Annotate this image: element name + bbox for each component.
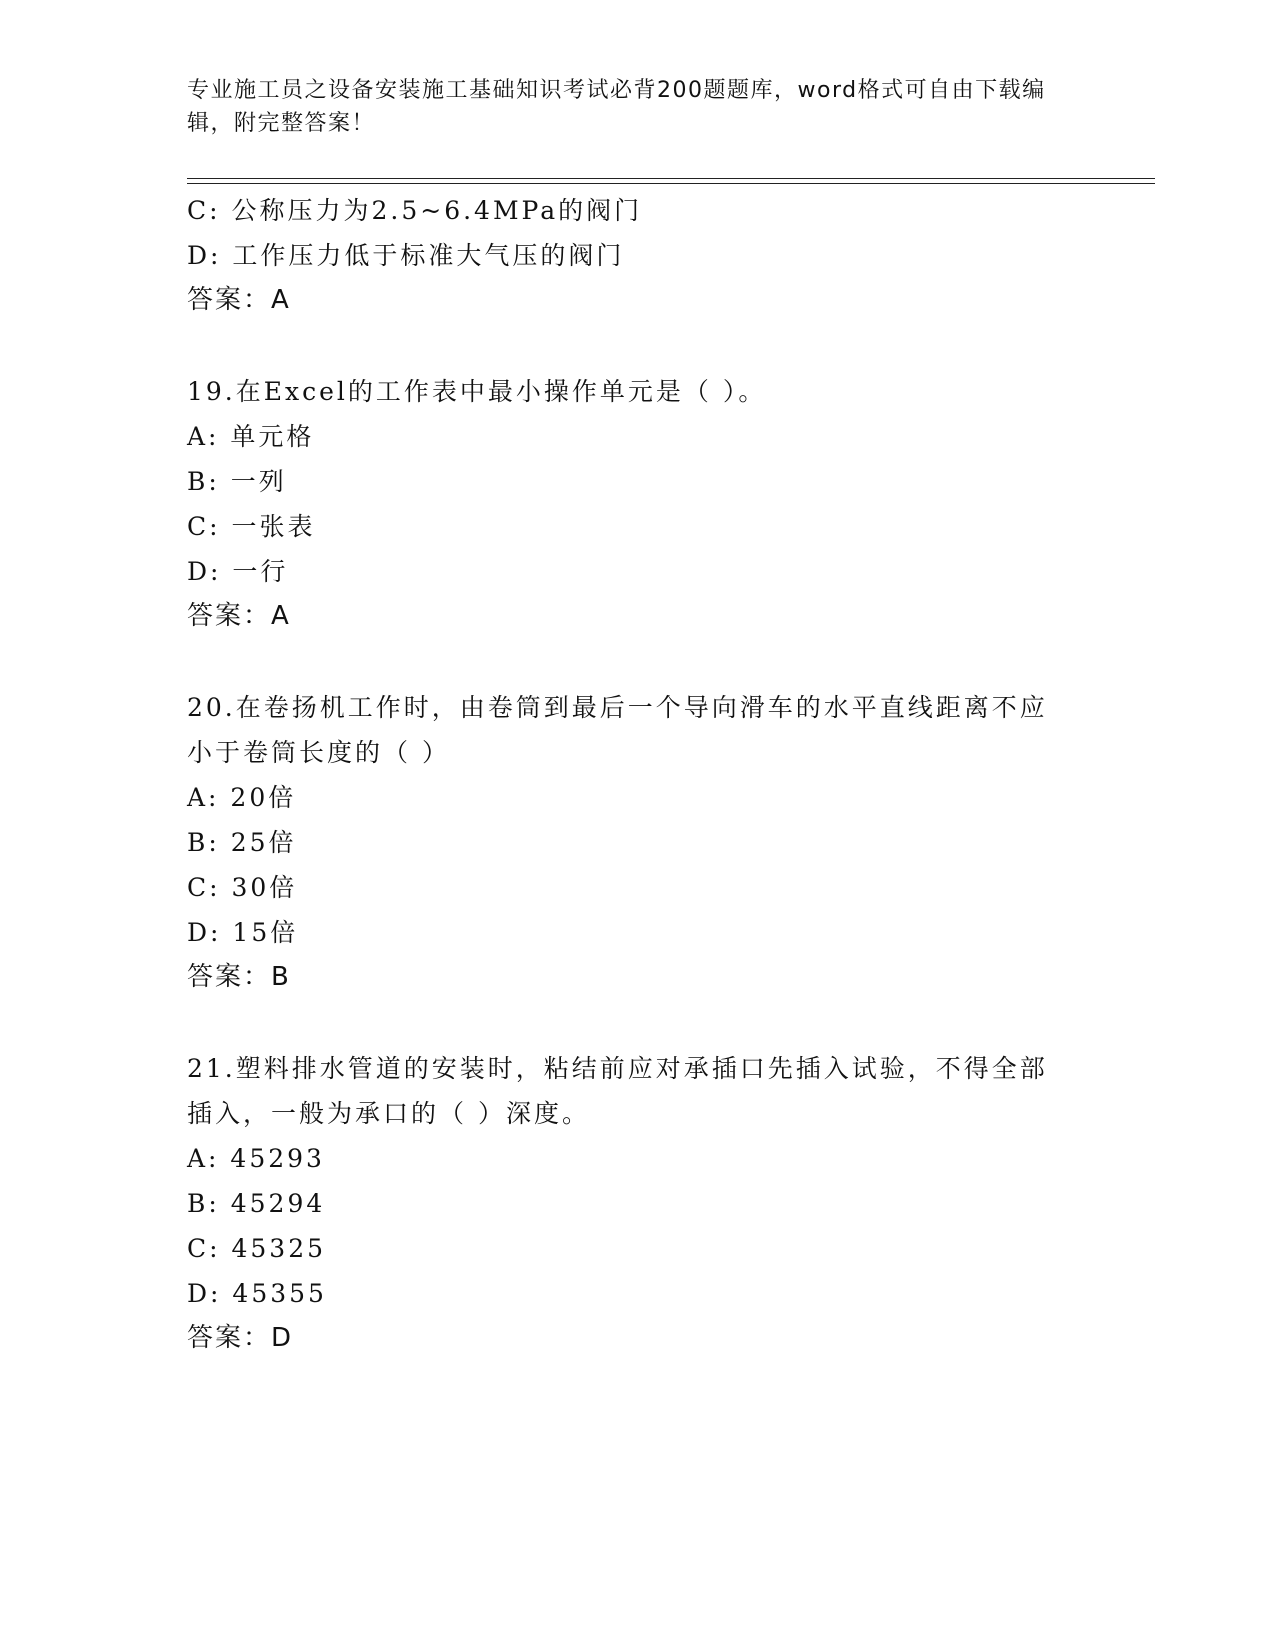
answer-line: 答案：D [187,1323,294,1353]
question-block-21 [187,1046,1087,1361]
option-b: B: 25倍 [187,828,297,857]
option-b: B: 45294 [187,1189,326,1218]
option-a: A: 20倍 [187,783,297,812]
question-block-continued [187,188,1087,323]
option-d: D: 15倍 [187,918,299,947]
option-c: C: 公称压力为2.5~6.4MPa的阀门 [187,196,643,225]
option-a: A: 45293 [187,1144,325,1173]
question-text: 21.塑料排水管道的安装时，粘结前应对承插口先插入试验，不得全部插入，一般为承口的（ ）深度。 [187,1054,1048,1128]
answer-line: 答案：B [187,962,291,992]
header-title: 专业施工员之设备安装施工基础知识考试必背200题题库，word格式可自由下载编辑，附完整答案！ [187,78,1046,136]
question-text: 19.在Excel的工作表中最小操作单元是（ ）。 [187,377,767,406]
option-c: C: 30倍 [187,873,298,902]
document-header [187,74,1067,140]
header-divider-bottom [187,183,1155,184]
option-a: A: 单元格 [187,422,315,451]
question-list [187,188,1087,1407]
answer-line: 答案：A [187,601,291,631]
option-d: D: 45355 [187,1279,327,1308]
option-c: C: 45325 [187,1234,327,1263]
option-d: D: 工作压力低于标准大气压的阀门 [187,241,625,270]
option-d: D: 一行 [187,557,289,586]
header-divider-top [187,178,1155,179]
question-block-20 [187,685,1087,1000]
question-block-19 [187,369,1087,639]
answer-line: 答案：A [187,285,291,315]
option-b: B: 一列 [187,467,287,496]
question-text: 20.在卷扬机工作时，由卷筒到最后一个导向滑车的水平直线距离不应小于卷筒长度的（ ） [187,693,1048,767]
option-c: C: 一张表 [187,512,316,541]
